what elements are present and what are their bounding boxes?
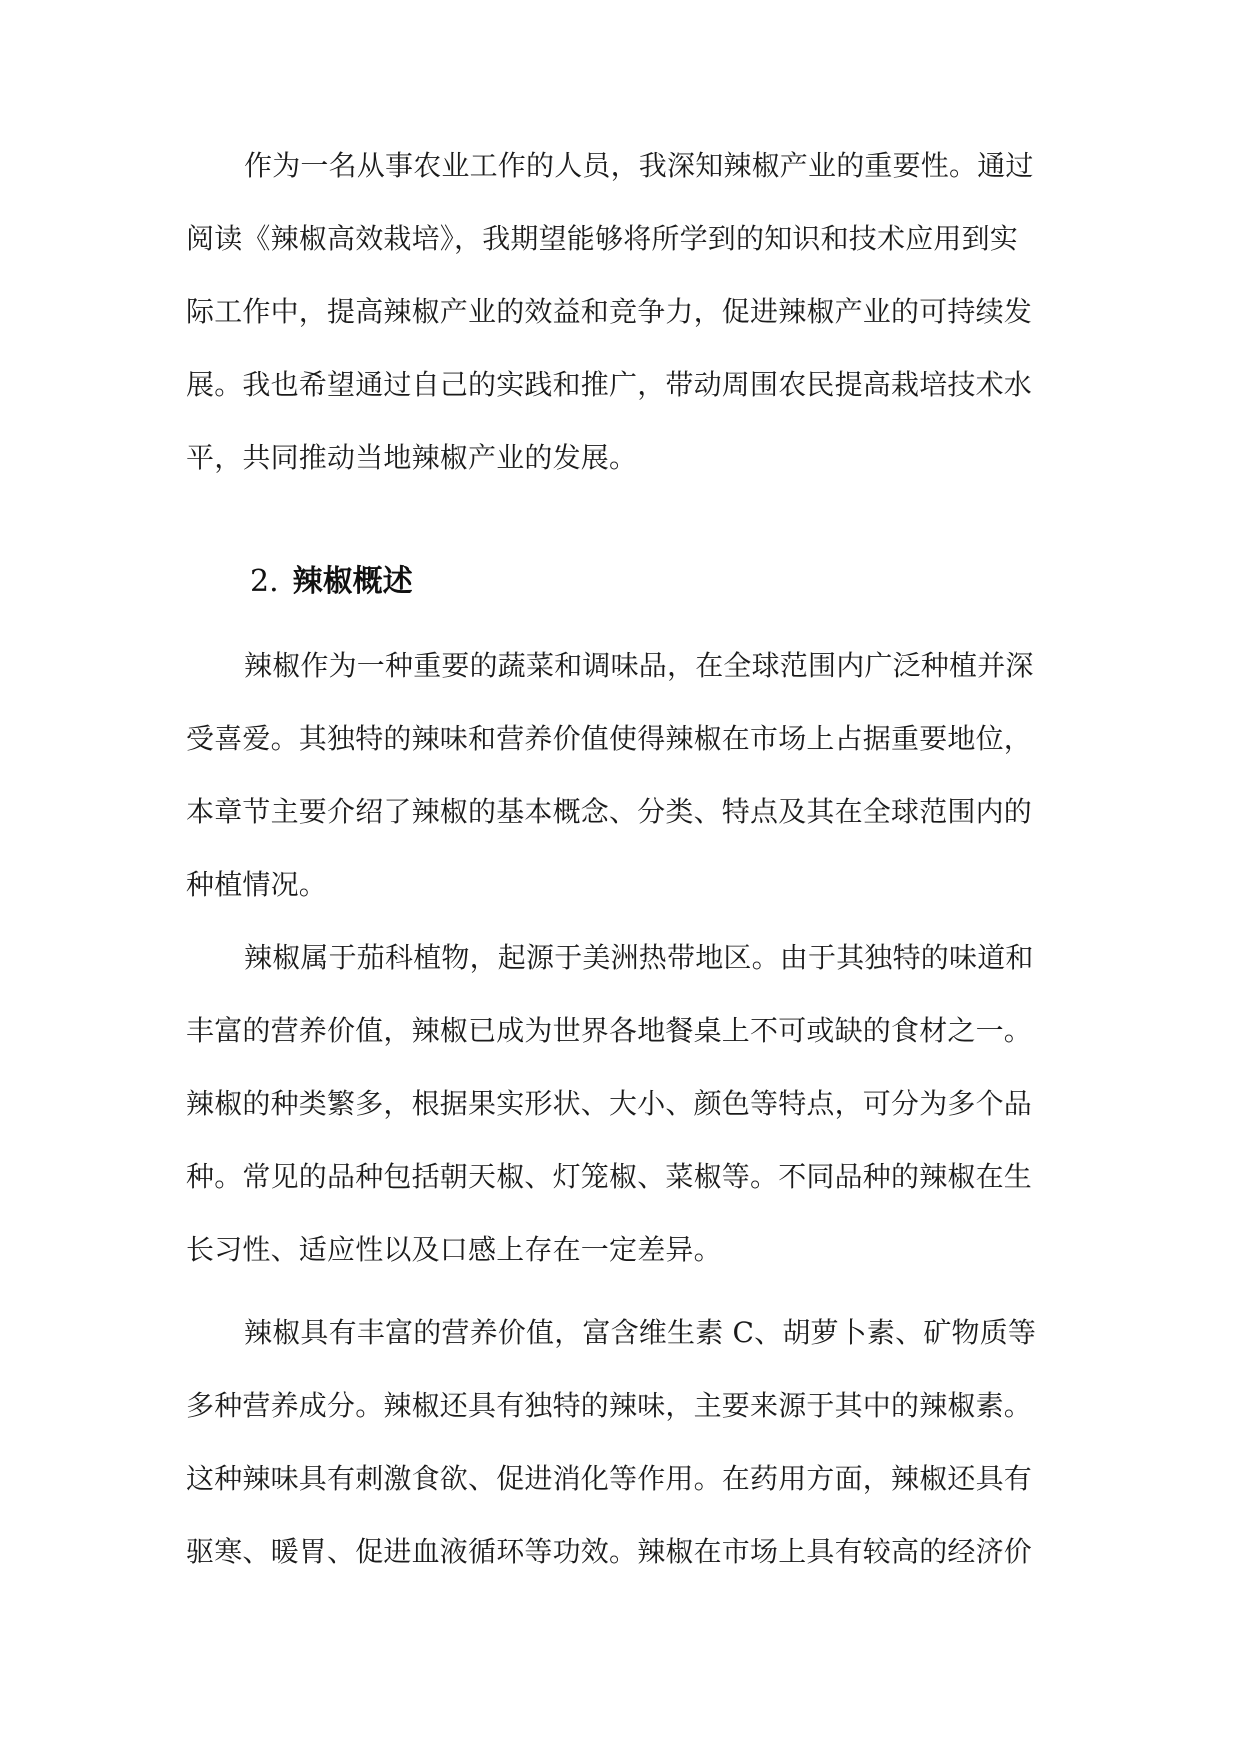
paragraph-1-line-1: 作为一名从事农业工作的人员，我深知辣椒产业的重要性。通过 <box>244 149 1034 182</box>
section-title: 辣椒概述 <box>292 564 413 599</box>
paragraph-4-line-3: 这种辣味具有刺激食欲、促进消化等作用。在药用方面，辣椒还具有 <box>186 1462 1033 1495</box>
paragraph-4-line-2: 多种营养成分。辣椒还具有独特的辣味，主要来源于其中的辣椒素。 <box>186 1389 1033 1422</box>
paragraph-4-line-4: 驱寒、暖胃、促进血液循环等功效。辣椒在市场上具有较高的经济价 <box>186 1535 1033 1568</box>
paragraph-4-line-1: 辣椒具有丰富的营养价值，富含维生素 C、胡萝卜素、矿物质等 <box>244 1316 1037 1349</box>
paragraph-3-line-5: 长习性、适应性以及口感上存在一定差异。 <box>186 1233 722 1266</box>
paragraph-2-line-4: 种植情况。 <box>186 868 328 901</box>
paragraph-3-line-1: 辣椒属于茄科植物，起源于美洲热带地区。由于其独特的味道和 <box>244 941 1034 974</box>
paragraph-3-line-4: 种。常见的品种包括朝天椒、灯笼椒、菜椒等。不同品种的辣椒在生 <box>186 1160 1033 1193</box>
paragraph-1-line-3: 际工作中，提高辣椒产业的效益和竞争力，促进辣椒产业的可持续发 <box>186 295 1033 328</box>
paragraph-2-line-2: 受喜爱。其独特的辣味和营养价值使得辣椒在市场上占据重要地位， <box>186 722 1033 755</box>
paragraph-2-line-3: 本章节主要介绍了辣椒的基本概念、分类、特点及其在全球范围内的 <box>186 795 1033 828</box>
section-number: 2. <box>250 564 279 599</box>
paragraph-1-line-4: 展。我也希望通过自己的实践和推广，带动周围农民提高栽培技术水 <box>186 368 1033 401</box>
paragraph-1-line-5: 平，共同推动当地辣椒产业的发展。 <box>186 441 638 474</box>
section-heading <box>250 560 413 604</box>
paragraph-2-line-1: 辣椒作为一种重要的蔬菜和调味品，在全球范围内广泛种植并深 <box>244 649 1034 682</box>
paragraph-3-line-2: 丰富的营养价值，辣椒已成为世界各地餐桌上不可或缺的食材之一。 <box>186 1014 1033 1047</box>
paragraph-1-line-2: 阅读《辣椒高效栽培》，我期望能够将所学到的知识和技术应用到实 <box>186 222 1019 255</box>
paragraph-3-line-3: 辣椒的种类繁多，根据果实形状、大小、颜色等特点，可分为多个品 <box>186 1087 1033 1120</box>
